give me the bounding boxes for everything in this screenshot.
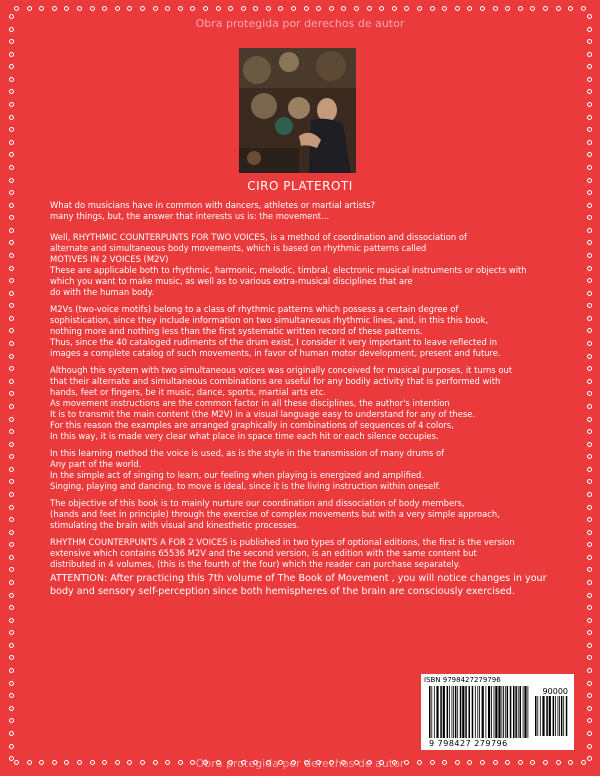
text-line: Thus, since the 40 cataloged rudiments of the drum exist, I consider it very important to leave reflected in — [50, 337, 498, 347]
text-line: ATTENTION: After practicing this 7th volume of The Book of Movement , you will notice changes in your — [50, 573, 547, 584]
border-ring — [9, 668, 14, 673]
border-ring — [9, 417, 14, 422]
border-ring — [9, 404, 14, 409]
barcode-bar — [455, 686, 457, 738]
border-ring — [291, 6, 296, 11]
text-line: stimulating the brain with visual and kinesthetic processes. — [50, 520, 300, 530]
border-ring — [190, 6, 195, 11]
border-ring — [9, 165, 14, 170]
border-ring — [9, 555, 14, 560]
border-ring — [568, 6, 573, 11]
border-ring — [530, 6, 535, 11]
text-line: It is to transmit the main content (the M2V) in a visual language easy to understand for any of these. — [50, 409, 476, 419]
border-ring — [587, 681, 592, 686]
text-line: that their alternate and simultaneous combinations are useful for any bodily activity that is performed with — [50, 376, 501, 386]
border-ring — [39, 6, 44, 11]
barcode-bar — [495, 686, 497, 738]
border-ring — [90, 6, 95, 11]
barcode-bar — [528, 686, 529, 738]
border-ring — [9, 693, 14, 698]
border-ring — [253, 6, 258, 11]
border-ring — [587, 442, 592, 447]
text-line: As movement instructions are the common factor in all these disciplines, the author's intention — [50, 398, 450, 408]
barcode-bar — [520, 686, 522, 738]
border-ring — [9, 454, 14, 459]
barcode-bar — [540, 696, 541, 736]
border-ring — [587, 152, 592, 157]
border-ring — [9, 618, 14, 623]
text-line: Well, RHYTHMIC COUNTERPUNTS FOR TWO VOICES, is a method of coordination and dissociation of — [50, 232, 467, 242]
text-line: extensive which contains 65536 M2V and the second version, is an edition with the same content but — [50, 548, 477, 558]
paragraph-m2v — [50, 304, 560, 359]
border-ring — [587, 404, 592, 409]
text-line: The objective of this book is to mainly nurture our coordination and dissociation of body members, — [50, 498, 465, 508]
border-ring — [9, 429, 14, 434]
border-ring — [556, 6, 561, 11]
border-ring — [587, 366, 592, 371]
barcode-bar — [515, 686, 517, 738]
border-ring — [587, 429, 592, 434]
text-line: Singing, playing and dancing, to move is ideal, since it is the living instruction within oneself. — [50, 481, 441, 491]
border-ring — [587, 102, 592, 107]
text-line: do with the human body. — [50, 287, 154, 297]
border-ring — [354, 6, 359, 11]
text-line: Although this system with two simultaneous voices was originally conceived for musical purposes, it turns out — [50, 365, 513, 375]
border-ring — [587, 115, 592, 120]
border-ring — [9, 328, 14, 333]
barcode-bar — [449, 686, 450, 738]
text-line: hands, feet or fingers, be it music, dance, sports, martial arts etc. — [50, 387, 326, 397]
border-ring — [52, 6, 57, 11]
border-ring — [9, 467, 14, 472]
border-ring — [153, 6, 158, 11]
paragraph-editions — [50, 537, 560, 570]
border-ring — [9, 291, 14, 296]
text-line: distributed in 4 volumes, (this is the fourth of the four) which the reader can purchase separately. — [50, 559, 461, 569]
border-ring — [587, 316, 592, 321]
author-photo-illustration — [239, 48, 356, 173]
border-ring — [587, 555, 592, 560]
border-ring — [9, 39, 14, 44]
border-ring — [442, 6, 447, 11]
barcode-bar — [507, 686, 509, 738]
border-ring — [587, 517, 592, 522]
border-ring — [587, 328, 592, 333]
border-ring — [9, 530, 14, 535]
border-ring — [467, 6, 472, 11]
border-ring — [178, 6, 183, 11]
border-ring — [9, 567, 14, 572]
border-ring — [587, 391, 592, 396]
text-line: nothing more and nothing less than the first systematic written record of these patterns. — [50, 326, 423, 336]
border-ring — [9, 127, 14, 132]
border-ring — [228, 6, 233, 11]
border-ring — [587, 618, 592, 623]
border-ring — [278, 6, 283, 11]
text-line: body and sensory self-perception since both hemispheres of the brain are consciously exercised. — [50, 585, 515, 597]
barcode-bar — [553, 696, 555, 736]
border-ring — [587, 52, 592, 57]
barcode-bar — [462, 686, 464, 738]
barcode-bar — [488, 686, 490, 738]
barcode-bar — [558, 696, 559, 736]
border-ring — [9, 52, 14, 57]
border-ring — [430, 6, 435, 11]
text-line: MOTIVES IN 2 VOICES (M2V) — [50, 254, 169, 264]
border-ring — [587, 341, 592, 346]
border-ring — [9, 341, 14, 346]
paragraph-method — [50, 232, 560, 298]
border-ring — [9, 203, 14, 208]
paragraph-applications — [50, 365, 560, 442]
barcode-bar — [524, 686, 526, 738]
border-ring — [587, 417, 592, 422]
border-ring — [241, 6, 246, 11]
border-ring — [9, 316, 14, 321]
barcode-bar — [460, 686, 462, 738]
border-ring — [587, 605, 592, 610]
border-ring — [587, 240, 592, 245]
text-line: (hands and feet in principle) through the exercise of complex movements but with a very simple approach, — [50, 509, 500, 519]
border-ring — [9, 253, 14, 258]
barcode-bar — [518, 686, 519, 738]
border-ring — [587, 379, 592, 384]
barcode-bar — [436, 686, 438, 738]
border-ring — [587, 215, 592, 220]
barcode-bar — [563, 696, 564, 736]
border-ring — [587, 228, 592, 233]
border-ring — [9, 303, 14, 308]
description-text — [50, 200, 560, 604]
border-ring — [587, 580, 592, 585]
border-ring — [455, 6, 460, 11]
barcode-bar — [502, 686, 503, 738]
barcode-bar — [535, 696, 537, 736]
border-ring — [102, 6, 107, 11]
barcode-bar — [443, 686, 445, 738]
border-ring — [587, 718, 592, 723]
border-ring — [543, 6, 548, 11]
border-ring — [587, 39, 592, 44]
border-ring — [480, 6, 485, 11]
border-ring — [587, 89, 592, 94]
border-ring — [9, 64, 14, 69]
intro-paragraph — [50, 200, 560, 222]
attention-paragraph — [50, 573, 560, 598]
text-line: In the simple act of singing to learn, our feeling when playing is energized and amplified. — [50, 470, 424, 480]
border-ring — [587, 542, 592, 547]
barcode-bar — [523, 686, 524, 738]
border-ring — [587, 127, 592, 132]
border-ring — [165, 6, 170, 11]
border-ring — [115, 6, 120, 11]
barcode-bar — [491, 686, 492, 738]
border-ring — [9, 718, 14, 723]
barcode-bar — [469, 686, 471, 738]
border-ring — [587, 266, 592, 271]
border-ring — [587, 630, 592, 635]
barcode-bar — [465, 686, 467, 738]
border-ring — [505, 6, 510, 11]
border-ring — [587, 354, 592, 359]
text-line: In this way, it is made very clear what place in space time each hit or each silence occupies. — [50, 431, 439, 441]
text-line: In this learning method the voice is used, as is the style in the transmission of many drums of — [50, 448, 445, 458]
isbn-digits: 9 798427 279796 — [429, 739, 508, 748]
border-ring — [587, 668, 592, 673]
barcode-bar — [513, 686, 515, 738]
border-ring — [9, 593, 14, 598]
border-ring — [587, 530, 592, 535]
border-ring — [404, 6, 409, 11]
barcode-bar — [431, 686, 432, 738]
barcode-bar — [457, 686, 458, 738]
border-ring — [341, 6, 346, 11]
border-ring — [9, 442, 14, 447]
border-ring — [9, 580, 14, 585]
isbn-barcode — [421, 674, 574, 750]
barcode-bar — [486, 686, 487, 738]
border-ring — [417, 6, 422, 11]
text-line: sophistication, since they include information on two simultaneous rhythmic lines, and, in this this book, — [50, 315, 489, 325]
author-photo — [239, 48, 356, 173]
border-ring — [587, 567, 592, 572]
border-ring — [266, 6, 271, 11]
barcode-bar — [434, 686, 435, 738]
border-ring — [9, 492, 14, 497]
author-name: CIRO PLATEROTI — [247, 179, 353, 193]
border-ring — [587, 744, 592, 749]
border-ring — [587, 203, 592, 208]
barcode-bar — [429, 686, 431, 738]
border-ring — [493, 6, 498, 11]
barcode-bar — [452, 686, 453, 738]
barcode-bar — [505, 686, 506, 738]
text-line: many things, but, the answer that interests us is: the movement... — [50, 211, 330, 221]
border-ring — [127, 6, 132, 11]
border-ring — [587, 492, 592, 497]
border-ring — [14, 6, 19, 11]
border-ring — [9, 391, 14, 396]
border-ring — [9, 379, 14, 384]
border-ring — [587, 505, 592, 510]
barcode-bar — [494, 686, 495, 738]
text-line: M2Vs (two-voice motifs) belong to a class of rhythmic patterns which possess a certain degree of — [50, 304, 459, 314]
barcode-bar — [561, 696, 563, 736]
border-ring — [316, 6, 321, 11]
border-ring — [9, 517, 14, 522]
border-ring — [587, 706, 592, 711]
border-ring — [587, 731, 592, 736]
border-ring — [9, 140, 14, 145]
border-ring — [587, 454, 592, 459]
text-line: Any part of the world. — [50, 459, 142, 469]
border-ring — [9, 542, 14, 547]
barcode-bar — [510, 686, 512, 738]
barcode-bar — [482, 686, 484, 738]
barcode-bar — [546, 696, 548, 736]
barcode-bar — [549, 696, 551, 736]
border-ring — [9, 479, 14, 484]
border-ring — [203, 6, 208, 11]
border-ring — [9, 278, 14, 283]
border-ring — [27, 6, 32, 11]
border-ring — [329, 6, 334, 11]
text-line: For this reason the examples are arranged graphically in combinations of sequences of 4 colors, — [50, 420, 454, 430]
border-ring — [77, 6, 82, 11]
text-line: RHYTHM COUNTERPUNTS A FOR 2 VOICES is published in two types of optional editions, the first is the version — [50, 537, 515, 547]
barcode-bar — [477, 686, 478, 738]
border-ring — [216, 6, 221, 11]
border-ring — [9, 655, 14, 660]
barcode-bars — [429, 686, 529, 738]
border-ring — [9, 681, 14, 686]
barcode-bar — [503, 686, 504, 738]
border-ring — [9, 77, 14, 82]
barcode-addon-bars — [535, 696, 569, 736]
border-ring — [587, 64, 592, 69]
barcode-bar — [566, 696, 568, 736]
border-ring — [9, 228, 14, 233]
border-ring — [140, 6, 145, 11]
border-ring — [518, 6, 523, 11]
isbn-label: ISBN 9798427279796 — [424, 676, 501, 684]
barcode-bar — [479, 686, 480, 738]
barcode-bar — [472, 686, 474, 738]
border-ring — [9, 89, 14, 94]
border-ring — [587, 303, 592, 308]
border-ring — [64, 6, 69, 11]
barcode-bar — [542, 696, 544, 736]
border-ring — [9, 643, 14, 648]
border-ring — [587, 278, 592, 283]
paragraph-objective — [50, 498, 560, 531]
border-ring — [9, 115, 14, 120]
footer-watermark: Obra protegida por derechos de autor — [195, 757, 405, 770]
border-ring — [587, 77, 592, 82]
paragraph-voice — [50, 448, 560, 492]
border-left — [6, 14, 16, 762]
border-ring — [9, 630, 14, 635]
text-line: What do musicians have in common with dancers, athletes or martial artists? — [50, 200, 376, 210]
text-line: which you want to make music, as well as to various extra-musical disciplines that are — [50, 276, 413, 286]
border-ring — [9, 744, 14, 749]
border-ring — [587, 253, 592, 258]
border-ring — [587, 593, 592, 598]
border-ring — [9, 354, 14, 359]
border-ring — [9, 731, 14, 736]
border-ring — [9, 215, 14, 220]
barcode-bar — [559, 696, 560, 736]
barcode-bar — [555, 696, 556, 736]
border-ring — [587, 643, 592, 648]
barcode-bar — [453, 686, 454, 738]
price-code: 90000 — [542, 687, 568, 696]
border-ring — [9, 266, 14, 271]
text-line: images a complete catalog of such movements, in favor of human motor development, present and future. — [50, 348, 501, 358]
barcode-bar — [447, 686, 449, 738]
border-ring — [587, 479, 592, 484]
border-ring — [9, 706, 14, 711]
border-ring — [9, 505, 14, 510]
border-ring — [587, 467, 592, 472]
border-ring — [9, 240, 14, 245]
border-ring — [9, 152, 14, 157]
border-ring — [587, 655, 592, 660]
barcode-bar — [440, 686, 442, 738]
border-ring — [581, 6, 586, 11]
border-ring — [367, 6, 372, 11]
border-ring — [587, 140, 592, 145]
border-top — [14, 6, 586, 16]
border-ring — [587, 693, 592, 698]
border-ring — [9, 605, 14, 610]
border-ring — [9, 366, 14, 371]
border-ring — [587, 165, 592, 170]
border-ring — [9, 102, 14, 107]
barcode-bar — [498, 686, 500, 738]
border-ring — [379, 6, 384, 11]
text-line: These are applicable both to rhythmic, harmonic, melodic, timbral, electronic musical instruments or objects with — [50, 265, 527, 275]
border-ring — [392, 6, 397, 11]
border-ring — [587, 291, 592, 296]
barcode-bar — [475, 686, 476, 738]
barcode-bar — [537, 696, 538, 736]
border-ring — [304, 6, 309, 11]
text-line: alternate and simultaneous body movements, which is based on rhythmic patterns called — [50, 243, 427, 253]
border-right — [584, 14, 594, 762]
header-watermark: Obra protegida por derechos de autor — [195, 17, 405, 30]
